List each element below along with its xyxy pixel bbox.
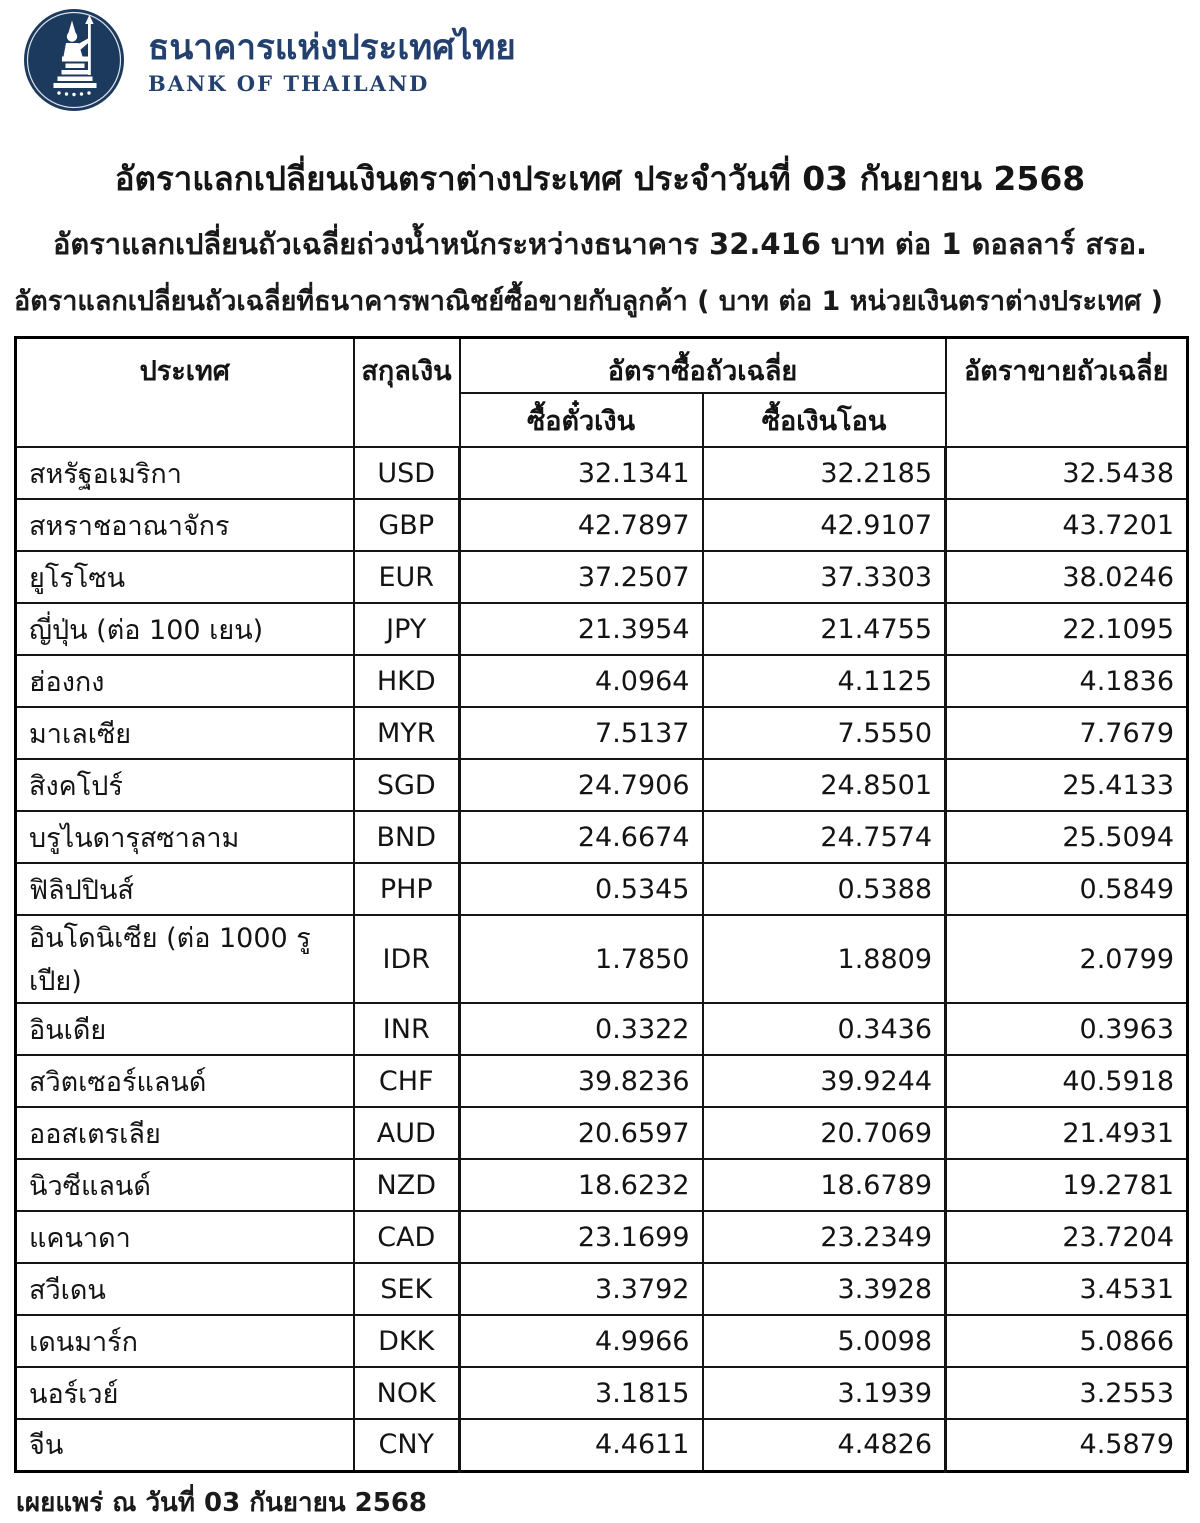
- buying-sight-cell: 42.7897: [460, 499, 703, 551]
- currency-cell: JPY: [354, 603, 460, 655]
- selling-cell: 22.1095: [946, 603, 1188, 655]
- country-cell: สหรัฐอเมริกา: [16, 447, 354, 499]
- buying-transfer-cell: 39.9244: [703, 1055, 946, 1107]
- country-cell: สวิตเซอร์แลนด์: [16, 1055, 354, 1107]
- country-cell: นอร์เวย์: [16, 1367, 354, 1419]
- currency-cell: IDR: [354, 915, 460, 1003]
- table-row: [16, 447, 1188, 499]
- country-cell: สวีเดน: [16, 1263, 354, 1315]
- buying-sight-cell: 0.5345: [460, 863, 703, 915]
- selling-cell: 38.0246: [946, 551, 1188, 603]
- country-cell: ยูโรโซน: [16, 551, 354, 603]
- table-header: [16, 338, 1188, 448]
- currency-cell: PHP: [354, 863, 460, 915]
- rate-table-body: [16, 447, 1188, 1471]
- country-cell: เดนมาร์ก: [16, 1315, 354, 1367]
- buying-transfer-cell: 5.0098: [703, 1315, 946, 1367]
- currency-cell: SGD: [354, 759, 460, 811]
- currency-cell: EUR: [354, 551, 460, 603]
- buying-sight-cell: 24.7906: [460, 759, 703, 811]
- page-title: อัตราแลกเปลี่ยนเงินตราต่างประเทศ ประจำวันที่ 03 กันยายน 2568: [114, 159, 1086, 198]
- exchange-rate-table: [14, 336, 1189, 1473]
- country-cell: แคนาดา: [16, 1211, 354, 1263]
- country-cell: อินเดีย: [16, 1003, 354, 1055]
- selling-cell: 23.7204: [946, 1211, 1188, 1263]
- currency-cell: INR: [354, 1003, 460, 1055]
- selling-cell: 25.4133: [946, 759, 1188, 811]
- table-row: [16, 707, 1188, 759]
- buying-sight-cell: 24.6674: [460, 811, 703, 863]
- currency-cell: GBP: [354, 499, 460, 551]
- country-cell: มาเลเซีย: [16, 707, 354, 759]
- header-buying-sight: ซื้อตั๋วเงิน: [460, 393, 703, 447]
- table-row: [16, 655, 1188, 707]
- buying-sight-cell: 3.1815: [460, 1367, 703, 1419]
- buying-transfer-cell: 24.8501: [703, 759, 946, 811]
- buying-transfer-cell: 3.1939: [703, 1367, 946, 1419]
- table-row: [16, 551, 1188, 603]
- buying-sight-cell: 37.2507: [460, 551, 703, 603]
- published-date-line: เผยแพร่ ณ วันที่ 03 กันยายน 2568: [16, 1487, 428, 1518]
- buying-transfer-cell: 20.7069: [703, 1107, 946, 1159]
- table-row: [16, 1055, 1188, 1107]
- buying-transfer-cell: 18.6789: [703, 1159, 946, 1211]
- buying-sight-cell: 39.8236: [460, 1055, 703, 1107]
- table-row: [16, 915, 1188, 1003]
- table-row: [16, 1003, 1188, 1055]
- bank-of-thailand-emblem-icon: [22, 8, 126, 116]
- table-row: [16, 1263, 1188, 1315]
- country-cell: สิงคโปร์: [16, 759, 354, 811]
- buying-sight-cell: 7.5137: [460, 707, 703, 759]
- selling-cell: 4.1836: [946, 655, 1188, 707]
- header-avg-selling: อัตราขายถัวเฉลี่ย: [946, 338, 1188, 448]
- currency-cell: CHF: [354, 1055, 460, 1107]
- header-buying-transfer: ซื้อเงินโอน: [703, 393, 946, 447]
- country-cell: สหราชอาณาจักร: [16, 499, 354, 551]
- currency-cell: HKD: [354, 655, 460, 707]
- selling-cell: 7.7679: [946, 707, 1188, 759]
- buying-transfer-cell: 42.9107: [703, 499, 946, 551]
- buying-sight-cell: 4.4611: [460, 1419, 703, 1471]
- selling-cell: 0.3963: [946, 1003, 1188, 1055]
- brand-header: [0, 0, 1200, 116]
- buying-sight-cell: 23.1699: [460, 1211, 703, 1263]
- table-row: [16, 1419, 1188, 1471]
- customer-rate-line: อัตราแลกเปลี่ยนถัวเฉลี่ยที่ธนาคารพาณิชย์ซื้อขายกับลูกค้า ( บาท ต่อ 1 หน่วยเงินตราต่างประเทศ ): [14, 286, 1163, 317]
- buying-transfer-cell: 0.5388: [703, 863, 946, 915]
- table-row: [16, 499, 1188, 551]
- buying-transfer-cell: 3.3928: [703, 1263, 946, 1315]
- buying-sight-cell: 0.3322: [460, 1003, 703, 1055]
- buying-sight-cell: 18.6232: [460, 1159, 703, 1211]
- buying-transfer-cell: 32.2185: [703, 447, 946, 499]
- buying-sight-cell: 32.1341: [460, 447, 703, 499]
- country-cell: ญี่ปุ่น (ต่อ 100 เยน): [16, 603, 354, 655]
- buying-sight-cell: 1.7850: [460, 915, 703, 1003]
- buying-sight-cell: 4.9966: [460, 1315, 703, 1367]
- table-row: [16, 1159, 1188, 1211]
- table-row: [16, 1211, 1188, 1263]
- buying-transfer-cell: 21.4755: [703, 603, 946, 655]
- selling-cell: 2.0799: [946, 915, 1188, 1003]
- table-row: [16, 759, 1188, 811]
- buying-sight-cell: 4.0964: [460, 655, 703, 707]
- currency-cell: NOK: [354, 1367, 460, 1419]
- selling-cell: 21.4931: [946, 1107, 1188, 1159]
- currency-cell: USD: [354, 447, 460, 499]
- country-cell: ฟิลิปปินส์: [16, 863, 354, 915]
- country-cell: ออสเตรเลีย: [16, 1107, 354, 1159]
- brand-names: [148, 28, 516, 96]
- table-row: [16, 811, 1188, 863]
- selling-cell: 0.5849: [946, 863, 1188, 915]
- country-cell: นิวซีแลนด์: [16, 1159, 354, 1211]
- country-cell: อินโดนิเซีย (ต่อ 1000 รูเปีย): [16, 915, 354, 1003]
- buying-sight-cell: 20.6597: [460, 1107, 703, 1159]
- buying-transfer-cell: 0.3436: [703, 1003, 946, 1055]
- selling-cell: 4.5879: [946, 1419, 1188, 1471]
- bank-name-english: BANK OF THAILAND: [148, 71, 430, 97]
- currency-cell: BND: [354, 811, 460, 863]
- currency-cell: CAD: [354, 1211, 460, 1263]
- table-row: [16, 603, 1188, 655]
- buying-transfer-cell: 24.7574: [703, 811, 946, 863]
- buying-transfer-cell: 37.3303: [703, 551, 946, 603]
- selling-cell: 43.7201: [946, 499, 1188, 551]
- buying-transfer-cell: 1.8809: [703, 915, 946, 1003]
- buying-transfer-cell: 7.5550: [703, 707, 946, 759]
- buying-transfer-cell: 4.4826: [703, 1419, 946, 1471]
- country-cell: ฮ่องกง: [16, 655, 354, 707]
- table-row: [16, 1107, 1188, 1159]
- bank-name-thai: ธนาคารแห่งประเทศไทย: [148, 27, 516, 68]
- currency-cell: CNY: [354, 1419, 460, 1471]
- buying-transfer-cell: 4.1125: [703, 655, 946, 707]
- currency-cell: AUD: [354, 1107, 460, 1159]
- table-row: [16, 1367, 1188, 1419]
- currency-cell: DKK: [354, 1315, 460, 1367]
- buying-transfer-cell: 23.2349: [703, 1211, 946, 1263]
- currency-cell: SEK: [354, 1263, 460, 1315]
- selling-cell: 3.4531: [946, 1263, 1188, 1315]
- table-row: [16, 1315, 1188, 1367]
- selling-cell: 32.5438: [946, 447, 1188, 499]
- header-country: ประเทศ: [16, 338, 354, 448]
- selling-cell: 19.2781: [946, 1159, 1188, 1211]
- selling-cell: 3.2553: [946, 1367, 1188, 1419]
- header-avg-buying: อัตราซื้อถัวเฉลี่ย: [460, 338, 946, 394]
- interbank-rate-line: อัตราแลกเปลี่ยนถัวเฉลี่ยถ่วงน้ำหนักระหว่างธนาคาร 32.416 บาท ต่อ 1 ดอลลาร์ สรอ.: [52, 227, 1148, 261]
- buying-sight-cell: 21.3954: [460, 603, 703, 655]
- selling-cell: 25.5094: [946, 811, 1188, 863]
- currency-cell: NZD: [354, 1159, 460, 1211]
- selling-cell: 40.5918: [946, 1055, 1188, 1107]
- table-row: [16, 863, 1188, 915]
- header-currency: สกุลเงิน: [354, 338, 460, 448]
- country-cell: บรูไนดารุสซาลาม: [16, 811, 354, 863]
- buying-sight-cell: 3.3792: [460, 1263, 703, 1315]
- selling-cell: 5.0866: [946, 1315, 1188, 1367]
- country-cell: จีน: [16, 1419, 354, 1471]
- currency-cell: MYR: [354, 707, 460, 759]
